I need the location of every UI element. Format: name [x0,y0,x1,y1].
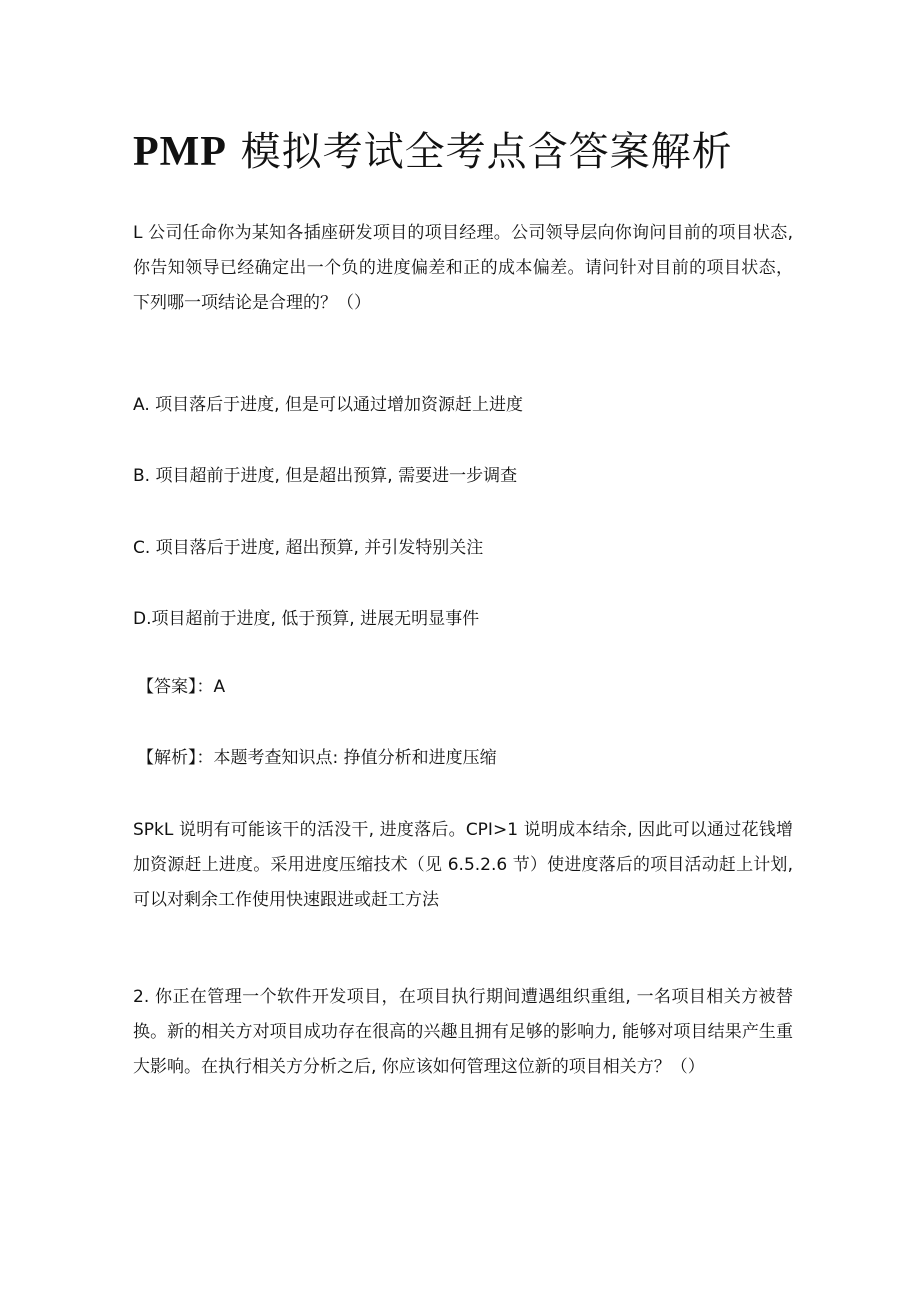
question-1-analysis-body: SPkL 说明有可能该干的活没干, 进度落后。CPI>1 说明成本结余, 因此可以通过花钱增加资源赶上进度。采用进度压缩技术（见 6.5.2.6 节）使进度落后的项目活动赶上计划, 可以对剩余工作使用快速跟进或赶工方法 [133,820,793,910]
question-2-stem: 2. 你正在管理一个软件开发项目，在项目执行期间遭遇组织重组, 一名项目相关方被替换。新的相关方对项目成功存在很高的兴趣且拥有足够的影响力, 能够对项目结果产生重大影响。在执行相关方分析之后, 你应该如何管理这位新的项目相关方？（） [133,987,793,1077]
page-title [133,124,793,180]
question-1-analysis-label: 【解析】：本题考查知识点: 挣值分析和进度压缩 [137,748,497,768]
question-1-option-a: A. 项目落后于进度, 但是可以通过增加资源赶上进度 [133,395,523,415]
question-1-option-c: C. 项目落后于进度, 超出预算, 并引发特别关注 [133,538,484,558]
question-1-stem: L 公司任命你为某知各插座研发项目的项目经理。公司领导层向你询问目前的项目状态, 你告知领导已经确定出一个负的进度偏差和正的成本偏差。请问针对目前的项目状态，下列哪一项结论是合理的？（） [133,223,793,313]
question-1-option-b: B. 项目超前于进度, 但是超出预算, 需要进一步调查 [133,466,518,486]
page-title-latin: PMP [133,129,227,175]
page-title-cjk: 模拟考试全考点含答案解析 [226,129,733,175]
question-1-option-d: D.项目超前于进度, 低于预算, 进展无明显事件 [133,609,480,629]
question-1-answer: 【答案】：A [137,677,226,697]
